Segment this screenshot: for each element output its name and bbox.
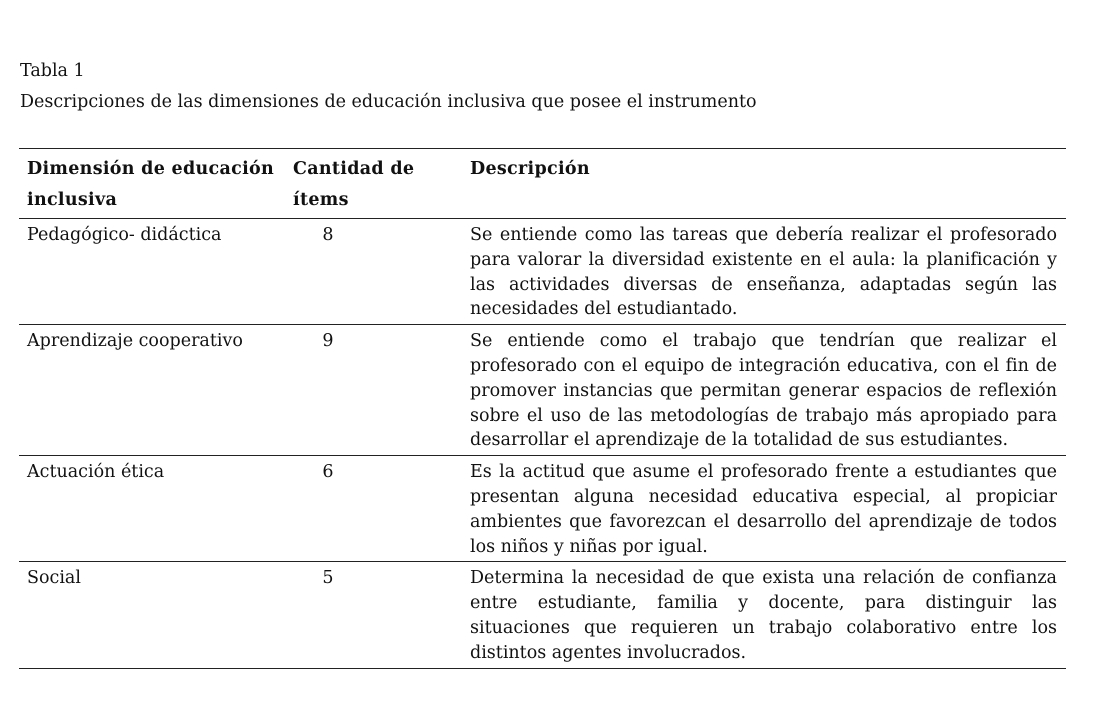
table-title: Descripciones de las dimensiones de educación inclusiva que posee el instrumento [20, 92, 757, 112]
description-cell: Es la actitud que asume el profesorado frente a estudiantes que presentan alguna necesidad educativa especial, al propiciar ambientes que favorezcan el desarrollo del aprendizaje de todos los niños y niñas por igual. [470, 462, 1057, 557]
dimension-cell: Aprendizaje cooperativo [27, 331, 243, 352]
table-number: Tabla 1 [20, 61, 85, 81]
header-row [19, 149, 1066, 219]
dimension-cell: Actuación ética [27, 462, 165, 483]
items-count-cell: 6 [322, 462, 334, 483]
items-count-cell: 8 [322, 225, 334, 245]
header-description: Descripción [470, 159, 590, 179]
header-dimension: Dimensión de educación inclusiva [27, 159, 275, 210]
table-row [19, 219, 1066, 325]
table-row [19, 456, 1066, 562]
description-cell: Determina la necesidad de que exista una relación de confianza entre estudiante, familia y docente, para distinguir las situaciones que requieren un trabajo colaborativo entre los distintos agentes involucrados. [470, 568, 1057, 663]
table-row [19, 325, 1066, 456]
table-row [19, 562, 1066, 668]
description-cell: Se entiende como las tareas que debería realizar el profesorado para valorar la diversidad existente en el aula: la planificación y las actividades diversas de enseñanza, adaptadas según las necesidades del estudiantado. [470, 225, 1057, 320]
header-items: Cantidad de ítems [293, 159, 415, 210]
table-header [19, 149, 1066, 219]
dimensions-table [19, 148, 1066, 669]
table-body [19, 219, 1066, 669]
description-cell: Se entiende como el trabajo que tendrían que realizar el profesorado con el equipo de integración educativa, con el fin de promover instancias que permitan generar espacios de reflexión sobre el uso de las metodologías de trabajo más apropiado para desarrollar el aprendizaje de la totalidad de sus estudiantes. [470, 331, 1057, 451]
items-count-cell: 5 [322, 568, 334, 589]
items-count-cell: 9 [322, 331, 334, 352]
dimension-cell: Pedagógico- didáctica [27, 225, 222, 245]
dimension-cell: Social [27, 568, 81, 589]
